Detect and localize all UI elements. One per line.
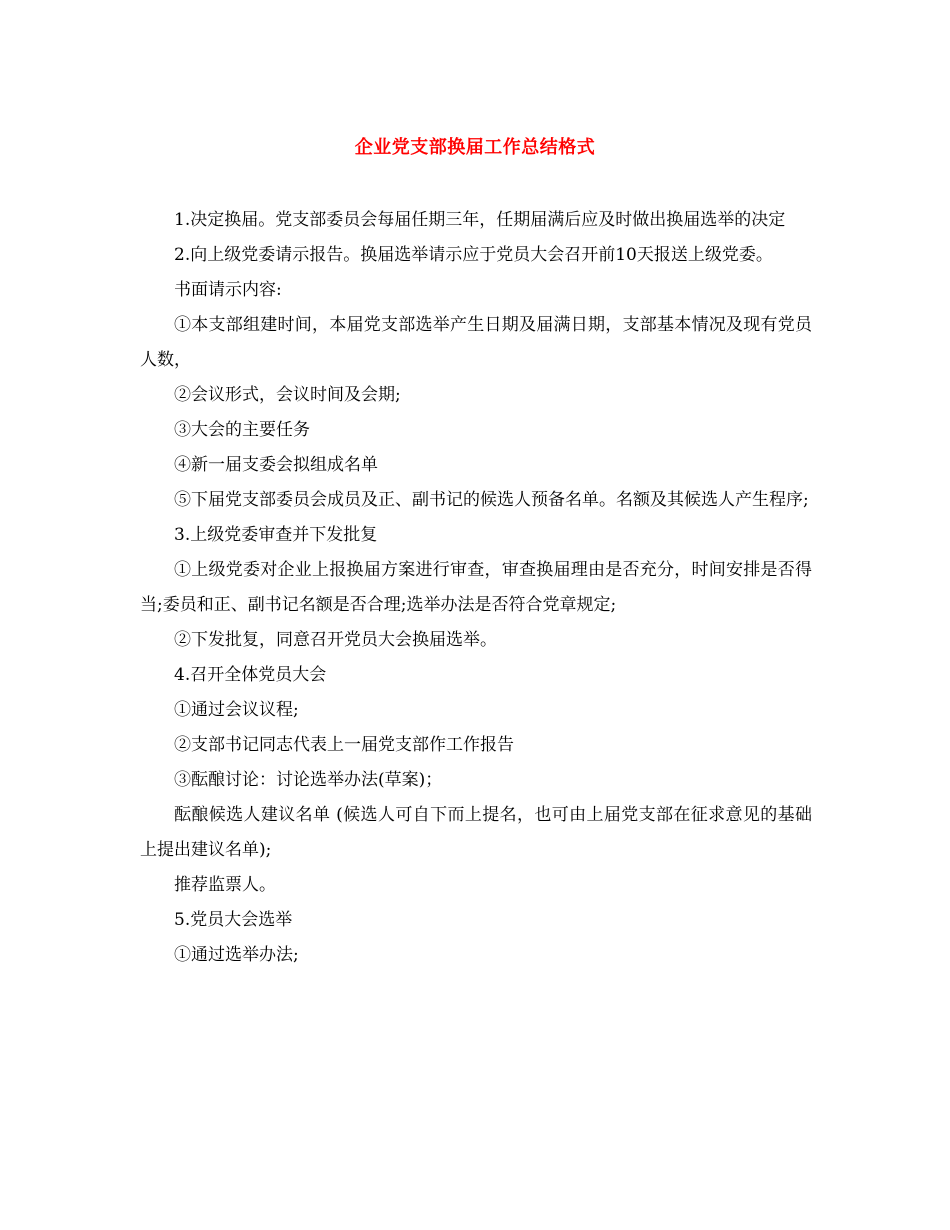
paragraph: 2.向上级党委请示报告。换届选举请示应于党员大会召开前10天报送上级党委。 (174, 245, 773, 265)
paragraph: 5.党员大会选举 (174, 910, 293, 930)
paragraph: 书面请示内容: (174, 280, 282, 300)
paragraph: ②支部书记同志代表上一届党支部作工作报告 (174, 735, 514, 755)
document-title: 企业党支部换届工作总结格式 (354, 137, 596, 158)
document-body (140, 203, 812, 973)
paragraph: 1.决定换届。党支部委员会每届任期三年，任期届满后应及时做出换届选举的决定 (174, 210, 786, 230)
paragraph: 3.上级党委审查并下发批复 (174, 525, 378, 545)
paragraph: ②下发批复，同意召开党员大会换届选举。 (174, 630, 497, 650)
paragraph: 推荐监票人。 (174, 875, 276, 895)
paragraph: 4.召开全体党员大会 (174, 665, 327, 685)
paragraph: ②会议形式，会议时间及会期; (174, 385, 401, 405)
paragraph: 酝酿候选人建议名单 (候选人可自下而上提名，也可由上届党支部在征求意见的基础上提出建议名单); (140, 805, 812, 860)
paragraph: ①通过选举办法; (174, 945, 299, 965)
paragraph: ①上级党委对企业上报换届方案进行审查，审查换届理由是否充分，时间安排是否得当;委员和正、副书记名额是否合理;选举办法是否符合党章规定; (140, 560, 812, 615)
paragraph: ⑤下届党支部委员会成员及正、副书记的候选人预备名单。名额及其候选人产生程序; (174, 490, 809, 510)
paragraph: ③酝酿讨论：讨论选举办法(草案)； (174, 770, 443, 790)
paragraph: ④新一届支委会拟组成名单 (174, 455, 378, 475)
paragraph: ③大会的主要任务 (174, 420, 310, 440)
paragraph: ①本支部组建时间，本届党支部选举产生日期及届满日期，支部基本情况及现有党员人数， (140, 315, 812, 370)
paragraph: ①通过会议议程; (174, 700, 299, 720)
